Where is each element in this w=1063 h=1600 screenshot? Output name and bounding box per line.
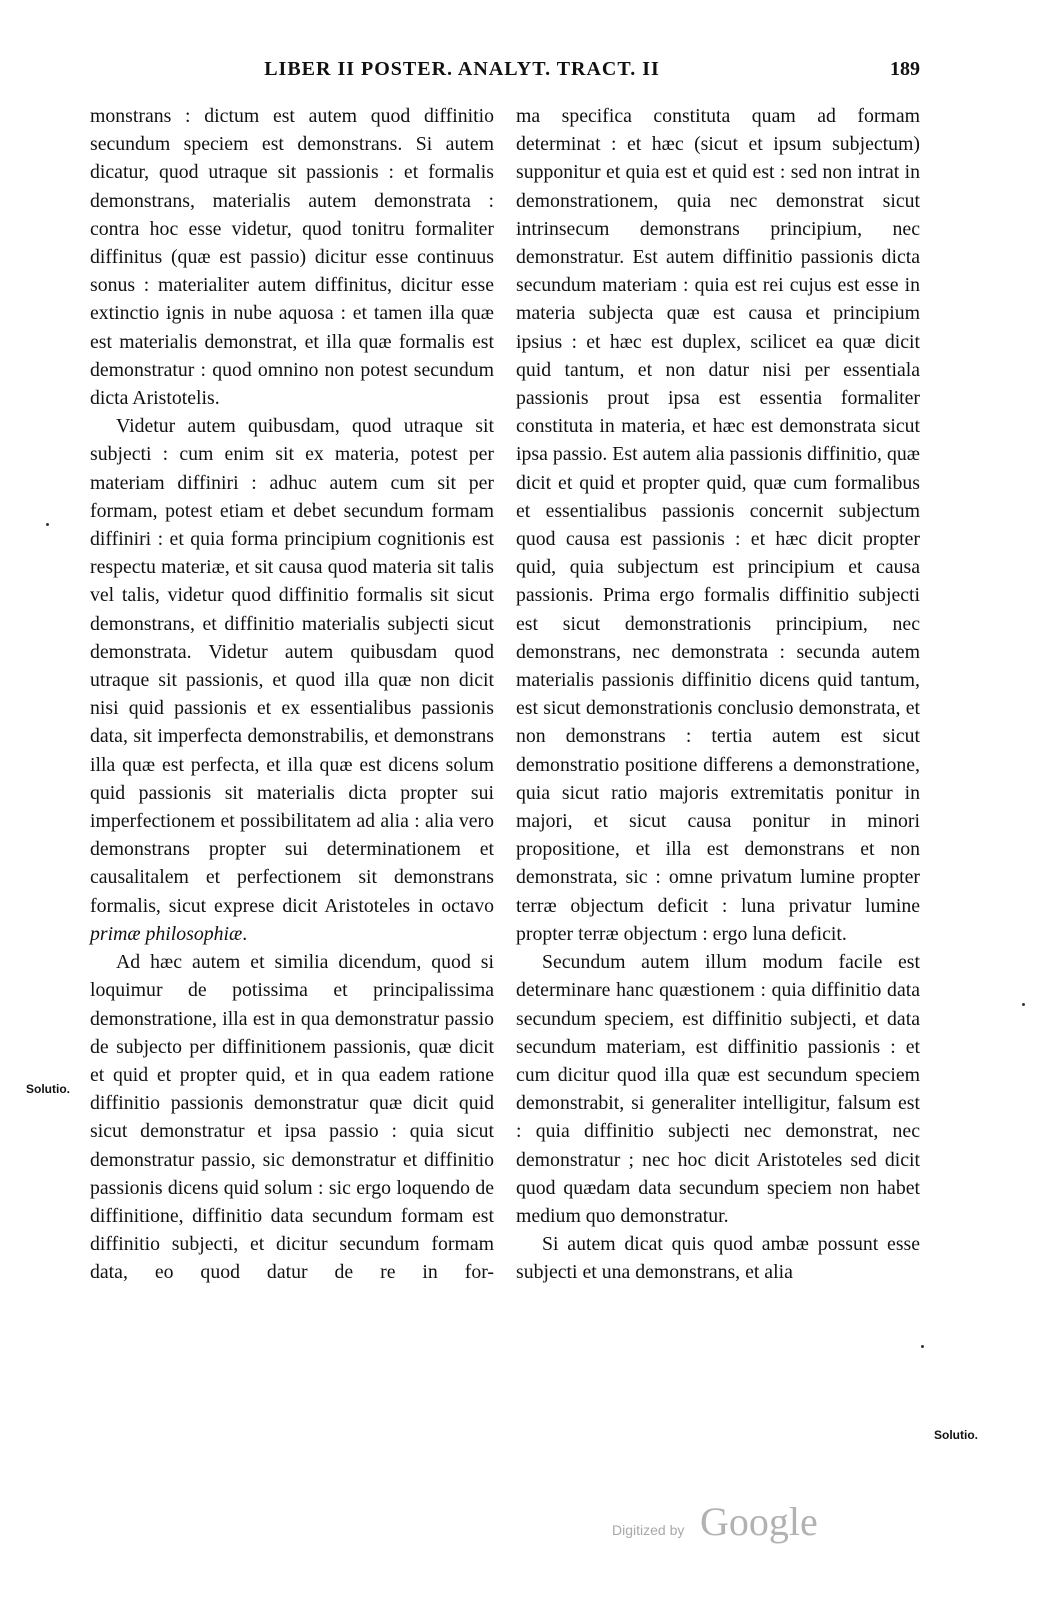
page-number: 189 <box>890 58 920 80</box>
ink-speck <box>921 1345 924 1348</box>
paragraph-text: Videtur autem quibusdam, quod utraque sit subjecti : cum enim sit ex materia, potest per materiam diffiniri : adhuc autem cum sit per formam, potest etiam et debet secundum formam diffiniri : et quia forma principium cognitionis est respectu materiæ, et sit causa quod materia sit talis vel talis, videtur quod diffinitio formalis sit sicut demonstrans, et diffinitio materialis subjecti sicut demonstrata. Videtur autem quibusdam quod utraque sit passionis, et quod illa quæ non dicit nisi quid passionis et ex essentialibus passionis data, sit imperfecta demonstrabilis, et demonstrans illa quæ est perfecta, et illa quæ est dicens solum quid passionis sit materialis dicta propter sui imperfectionem et possibilitatem ad alia : alia vero demonstrans propter sui determinationem et causalitalem et perfectionem sit demonstrans formalis, sicut exprese dicit Aristoteles in octavo <box>90 415 494 917</box>
paragraph: Si autem dicat quis quod ambæ possunt esse subjecti et una demonstrans, et alia <box>516 1233 920 1284</box>
ink-speck <box>46 523 49 526</box>
running-head: LIBER II POSTER. ANALYT. TRACT. II <box>264 58 660 80</box>
right-column <box>516 102 920 1287</box>
ink-speck <box>1022 1003 1025 1006</box>
google-logo: Google <box>700 1499 818 1544</box>
paragraph: monstrans : dictum est autem quod diffinitio secundum speciem est demonstrans. Si autem dicatur, quod utraque sit passionis : et formalis demonstrans, materialis autem demonstrata : contra hoc esse videtur, quod tonitru formaliter diffinitus (quæ est passio) dicitur esse continuus sonus : materialiter autem diffinitus, dicitur esse extinctio ignis in nube aquosa : et tamen illa quæ est materialis demonstrat, et illa quæ formalis est demonstratur : quod omnino non potest secundum dicta Aristotelis. <box>90 105 494 410</box>
paragraph: Secundum autem illum modum facile est determinare hanc quæstionem : quia diffinitio data secundum speciem, est diffinitio subjecti, et data secundum materiam, est diffinitio passionis : et cum dicitur quod illa quæ est secundum speciem demonstrabit, si generaliter intelligitur, falsum est : quia diffinitio subjecti nec demonstrat, nec demonstratur ; nec hoc dicit Aristoteles sed dicit quod quædam data secundum speciem non habet medium quo demonstratur. <box>516 951 920 1227</box>
paragraph: ma specifica constituta quam ad formam determinat : et hæc (sicut et ipsum subjectum) supponitur et quia est et quid est : sed non intrat in demonstrationem, quia nec demonstrat sicut intrinsecum demonstrans principium, nec demonstratur. Est autem diffinitio passionis dicta secundum materiam : quia est rei cujus est esse in materia subjecta quæ est causa et principium ipsius : et hæc est duplex, scilicet ea quæ dicit quid tantum, et non datur nisi per essentiala passionis prout ipsa est essentia formaliter constituta in materia, et hæc est demonstrata sicut ipsa passio. Est autem alia passionis diffinitio, quæ dicit et quid et propter quid, quæ cum formalibus et essentialibus passionis concernit subjectum quod causa est passionis : et hæc dicit propter quid, quia subjectum est principium et causa passionis. Prima ergo formalis diffinitio subjecti est sicut demonstrationis principium, nec demonstrans, nec demonstrata : secunda autem materialis passionis diffinitio dicens quid tantum, est sicut demonstrationis conclusio demonstrata, et non demonstrans : tertia autem est sicut demonstratio positione differens a demonstratione, quia sicut ratio majoris extremitatis ponitur in majori, et sicut causa ponitur in minori propositione, et illa est demonstrans et non demonstrata, sic : omne privatum lumine propter terræ objectum deficit : luna privatur lumine propter terræ objectum : ergo luna deficit. <box>516 105 920 945</box>
punctuation: . <box>242 922 248 945</box>
digitized-watermark <box>612 1498 862 1548</box>
left-column <box>90 102 494 1287</box>
page-header <box>88 58 920 90</box>
italic-title: primæ philosophiæ <box>90 922 243 945</box>
paragraph: Ad hæc autem et similia dicendum, quod si loquimur de potissima et principalissima demonstratione, illa est in qua demonstratur passio de subjecto per diffinitionem passionis, quæ dicit et quid et propter quid, et in qua eadem ratione diffinitio passionis demonstratur quæ dicit quid sicut demonstratur et ipsa passio : quia sicut demonstratur passio, sic demonstratur et diffinitio passionis dicens quid solum : sic ergo loquendo de diffinitione, diffinitio data secundum formam est diffinitio subjecti, et dicitur secundum formam data, eo quod datur de re in for- <box>90 951 494 1284</box>
paragraph <box>90 412 494 948</box>
margin-note-solutio: Solutio. <box>934 1428 978 1442</box>
digitized-by-label: Digitized by <box>612 1522 685 1538</box>
margin-note-solutio: Solutio. <box>26 1082 70 1096</box>
